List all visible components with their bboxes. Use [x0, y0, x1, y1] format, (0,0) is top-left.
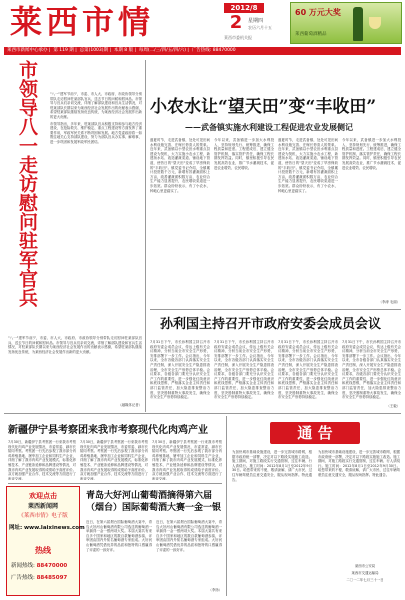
- second-byline: （王毅）: [386, 404, 400, 408]
- lead-body-col4: 今年以来，武备镇进一步加大水利投入，坚持规划先行、统筹推进，确保工程质量和进度。工程建成后，建立健全管护机制，落实管护责任，确保工程长期发挥效益。同时，镇里积极引导农民发展高效农业，推广节水灌溉技术，促进农业增效、农民增收。: [342, 138, 401, 170]
- wine-byline: （李扬）: [208, 588, 222, 592]
- lead-headline: 小农水让“望天田”变“丰收田”: [150, 97, 377, 117]
- xinjiang-headline: 新疆伊宁县考察团来我市考察现代化肉鸡产业: [8, 425, 208, 436]
- info-issue-no: 第 119 期: [53, 48, 74, 53]
- sidebar-body-lower-p: "八一"建军节前夕，市委、市人大、市政府、市政协领导分别带队走访慰问驻莱部队官兵，送去节日的问候和慰问品。市领导与官兵们亲切交流，详细了解部队建设和官兵生活情况，对驻莱部队长期以来为莱西经济社会发展作出的贡献表示感谢，希望驻莱部队继续发扬优良传统，为莱西经济社会发展作出新的更大贡献。: [8, 336, 142, 354]
- notice-title-bar: [270, 422, 360, 444]
- promo-ad-number: 88485097: [36, 575, 68, 581]
- notice-body-col1: 为加快城市基础设施建设，进一步完善城市路网，根据市政府统一部署，决定对以下路段实施施工改造。施工期间，对施工路段实行交通管制，过往车辆、行人请绕行。施工时间：2012年8月1日至2012年9月30日。给您带来的不便，敬请谅解，请广大市民、过往车辆驾驶员注意交通安全，服从现场指挥。特此通告。: [232, 450, 312, 482]
- promo-site-link[interactable]: www.laixinews.com: [23, 525, 85, 531]
- lead-body-col3: 盛夏时节，走进武备镇，处处可见田间水利设施完善、庄稼长势喜人的景象。近年来，武备镇以小型农田水利重点县建设为契机，大力实施小农水工程，新建扬水站、改造灌溉渠道、铺设地下管道，使昔日的"望天田"变成了旱涝保收的"丰收田"。镇党委书记介绍，全镇累计投资数千万元，新增有效灌溉面积上万亩，改善灌溉面积数万亩，农业综合生产能力显著提升，农民增收渠道进一步拓宽。群众纷纷表示，有了小农水，种地心里更踏实了。: [278, 138, 338, 193]
- second-body-col1: 7月31日下午，市长孙利国主持召开市政府安委会成员会议，传达上级有关会议精神，分析当前全市安全生产形势，安排部署下一步工作。会议指出，今年以来，全市各级各部门认真落实安全生产责任制，深入开展安全生产隐患排查治理，全市安全生产形势总体平稳。会议要求，各级各部门要充分认识安全生产工作的重要性，进一步强化红线意识和底线思维，严格落实企业主体责任和部门监管责任，加大隐患排查整治力度，坚决遏制重特大事故发生，确保全市安全生产形势持续稳定。: [150, 340, 210, 400]
- second-body-col2: 7月31日下午，市长孙利国主持召开市政府安委会成员会议，传达上级有关会议精神，分析当前全市安全生产形势，安排部署下一步工作。会议指出，今年以来，全市各级各部门认真落实安全生产责任制，深入开展安全生产隐患排查治理，全市安全生产形势总体平稳。会议要求，各级各部门要充分认识安全生产工作的重要性，进一步强化红线意识和底线思维，严格落实企业主体责任和部门监管责任，加大隐患排查整治力度，坚决遏制重特大事故发生，确保全市安全生产形势持续稳定。: [214, 340, 274, 400]
- lead-subhead: ——武备镇实施水利建设工程促进农业发展侧记: [185, 122, 353, 132]
- sidebar-body: [50, 92, 142, 334]
- second-body-col3: 7月31日下午，市长孙利国主持召开市政府安委会成员会议，传达上级有关会议精神，分析当前全市安全生产形势，安排部署下一步工作。会议指出，今年以来，全市各级各部门认真落实安全生产责任制，深入开展安全生产隐患排查治理，全市安全生产形势总体平稳。会议要求，各级各部门要充分认识安全生产工作的重要性，进一步强化红线意识和底线思维，严格落实企业主体责任和部门监管责任，加大隐患排查整治力度，坚决遏制重特大事故发生，确保全市安全生产形势持续稳定。: [278, 340, 338, 400]
- promo-org: 莱西新闻网: [27, 503, 58, 510]
- promo-box: [6, 486, 85, 596]
- info-days: 每周(二/三/四/五/四/六): [138, 48, 186, 53]
- notice-issuer2: 莱西市交通运输局: [351, 571, 379, 575]
- promo-ad-label: 广告热线:: [11, 575, 35, 581]
- info-ad-phone: 广告热线: 88470000: [191, 48, 236, 53]
- lead-byline: （李涛 毛丽）: [378, 300, 400, 304]
- ad-top-right-text: 60 万元大奖: [295, 8, 341, 17]
- lead-body-col1: 盛夏时节，走进武备镇，处处可见田间水利设施完善、庄稼长势喜人的景象。近年来，武备镇以小型农田水利重点县建设为契机，大力实施小农水工程，新建扬水站、改造灌溉渠道、铺设地下管道，使昔日的"望天田"变成了旱涝保收的"丰收田"。镇党委书记介绍，全镇累计投资数千万元，新增有效灌溉面积上万亩，改善灌溉面积数万亩，农业综合生产能力显著提升，农民增收渠道进一步拓宽。群众纷纷表示，有了小农水，种地心里更踏实了。: [150, 138, 210, 193]
- masthead: [0, 0, 405, 46]
- wine-body-col1: 近日，在第六届烟台国际葡萄酒大赛中，青岛大好河山葡萄酒有限公司选送的葡萄酒一举摘得一金一银两项大奖。本届大赛共有来自多个国家和地区的数百款葡萄酒参赛，评审团由国内外知名葡萄酒专家组成。大好河山葡萄酒凭借优异的品质和独特的口感赢得了评委的一致好评。: [86, 520, 152, 552]
- date-issue-info: 莱西市委机关报: [224, 35, 252, 40]
- promo-site-label: 网址:: [9, 525, 23, 531]
- divider-right: [226, 416, 227, 596]
- promo-ad-row: [11, 573, 79, 581]
- notice-box: [230, 418, 401, 596]
- divider-left: [145, 60, 146, 412]
- wine-bottle-image: [353, 7, 363, 41]
- promo-hotline-label: 新闻热线:: [11, 563, 35, 569]
- second-headline: 孙利国主持召开市政府安委会成员会议: [160, 317, 382, 332]
- second-body-col4: 7月31日下午，市长孙利国主持召开市政府安委会成员会议，传达上级有关会议精神，分析当前全市安全生产形势，安排部署下一步工作。会议指出，今年以来，全市各级各部门认真落实安全生产责任制，深入开展安全生产隐患排查治理，全市安全生产形势总体平稳。会议要求，各级各部门要充分认识安全生产工作的重要性，进一步强化红线意识和底线思维，严格落实企业主体责任和部门监管责任，加大隐患排查整治力度，坚决遏制重特大事故发生，确保全市安全生产形势持续稳定。: [342, 340, 401, 400]
- promo-welcome: 欢迎点击: [29, 492, 57, 500]
- info-sponsor: 莱西市新闻中心承办: [7, 48, 48, 53]
- sidebar-body-p1: "八一"建军节前夕，市委、市人大、市政府、市政协领导分别带队走访慰问驻莱部队官兵，送去节日的问候和慰问品。市领导与官兵们亲切交流，详细了解部队建设和官兵生活情况，对驻莱部队长期以来为莱西经济社会发展作出的贡献表示感谢，希望驻莱部队继续发扬优良传统，为莱西经济社会发展作出新的更大贡献。: [50, 92, 142, 119]
- divider-mid: [4, 413, 401, 414]
- wine-glass-image: [369, 17, 381, 29]
- promo-eprint: 《莱西市情》电子版: [18, 513, 68, 519]
- notice-date: 二〇一二年七月三十一日: [346, 578, 384, 582]
- lead-body-col2: 今年以来，武备镇进一步加大水利投入，坚持规划先行、统筹推进，确保工程质量和进度。工程建成后，建立健全管护机制，落实管护责任，确保工程长期发挥效益。同时，镇里积极引导农民发展高效农业，推广节水灌溉技术，促进农业增效、农民增收。: [214, 138, 274, 170]
- date-lunar: 农历六月十五: [248, 25, 272, 30]
- sidebar-body-p2: 市领导指出，多年来，驻莱部队官兵积极支持和参与地方经济建设，在抢险救灾、维护稳定、重点工程建设等方面发挥了重要作用，军政军民关系不断巩固和发展。地方党委政府将一如既往地关心支持部队建设，努力为部队官兵办实事、解难事，进一步巩固和发展军政军民团结。: [50, 121, 142, 144]
- date-weekday: 星期四: [248, 18, 264, 24]
- sidebar-headline: 市领导八一走访慰问驻军官兵: [16, 60, 38, 307]
- wine-body-col2: 近日，在第六届烟台国际葡萄酒大赛中，青岛大好河山葡萄酒有限公司选送的葡萄酒一举摘得一金一银两项大奖。本届大赛共有来自多个国家和地区的数百款葡萄酒参赛，评审团由国内外知名葡萄酒专家组成。大好河山葡萄酒凭借优异的品质和独特的口感赢得了评委的一致好评。: [156, 520, 222, 552]
- date-year-month: 2012/8: [224, 3, 264, 13]
- masthead-title: 莱西市情: [10, 3, 155, 41]
- info-edition: 本期 8 版: [113, 48, 134, 53]
- date-box: [224, 3, 284, 43]
- ad-top-right: [290, 2, 402, 44]
- notice-issuer: 莱西市公安局: [354, 564, 376, 568]
- divider-xinjiang: [8, 483, 222, 484]
- divider-lead: [150, 309, 401, 310]
- info-bar: 莱西市新闻中心承办 | 第 119 期 | 总第(1003)期 | 本期 8 版 | 每周(二/三/四/五/四/六) | 广告热线: 88470000: [4, 47, 401, 55]
- info-total-no: 总第(1003)期: [79, 48, 109, 53]
- xinjiang-body-col2: 7月30日，新疆伊宁县考察团一行来我市考察现代化肉鸡产业发展情况，市委常委、副市长陪同考察。考察团一行先后参观了我市部分肉鸡养殖基地、屠宰加工企业和饲料生产企业，详细了解了我市肉鸡产业发展模式、标准化养殖技术、产业链条延伸和品牌建设等情况，对我市肉鸡产业发展取得的成绩给予高度评价。双方就加强产业合作、技术交流等方面进行了座谈交流。: [80, 440, 148, 480]
- notice-title: 通 告: [297, 424, 333, 442]
- ad-top-right-sub: 莱西葡萄酒精品: [295, 32, 327, 37]
- xinjiang-body-col3: 7月30日，新疆伊宁县考察团一行来我市考察现代化肉鸡产业发展情况，市委常委、副市长陪同考察。考察团一行先后参观了我市部分肉鸡养殖基地、屠宰加工企业和饲料生产企业，详细了解了我市肉鸡产业发展模式、标准化养殖技术、产业链条延伸和品牌建设等情况，对我市肉鸡产业发展取得的成绩给予高度评价。双方就加强产业合作、技术交流等方面进行了座谈交流。: [152, 440, 222, 480]
- promo-site-row: [9, 523, 85, 531]
- wine-headline: 青岛大好河山葡萄酒摘得第六届（烟台）国际葡萄酒大赛一金一银: [86, 491, 222, 513]
- notice-body-col2: 为加快城市基础设施建设，进一步完善城市路网，根据市政府统一部署，决定对以下路段实施施工改造。施工期间，对施工路段实行交通管制，过往车辆、行人请绕行。施工时间：2012年8月1日至2012年9月30日。给您带来的不便，敬请谅解，请广大市民、过往车辆驾驶员注意交通安全，服从现场指挥。特此通告。: [318, 450, 400, 477]
- promo-hotline-row: [11, 561, 79, 569]
- promo-hotline-title: 热线: [35, 546, 51, 555]
- promo-hotline-number: 88470000: [36, 563, 68, 569]
- sidebar-body-lower: [8, 336, 142, 402]
- sidebar-byline: （融媒体记者）: [118, 403, 142, 407]
- date-day: 2: [229, 12, 243, 33]
- xinjiang-body-col1: 7月30日，新疆伊宁县考察团一行来我市考察现代化肉鸡产业发展情况，市委常委、副市长陪同考察。考察团一行先后参观了我市部分肉鸡养殖基地、屠宰加工企业和饲料生产企业，详细了解了我市肉鸡产业发展模式、标准化养殖技术、产业链条延伸和品牌建设等情况，对我市肉鸡产业发展取得的成绩给予高度评价。双方就加强产业合作、技术交流等方面进行了座谈交流。: [8, 440, 76, 480]
